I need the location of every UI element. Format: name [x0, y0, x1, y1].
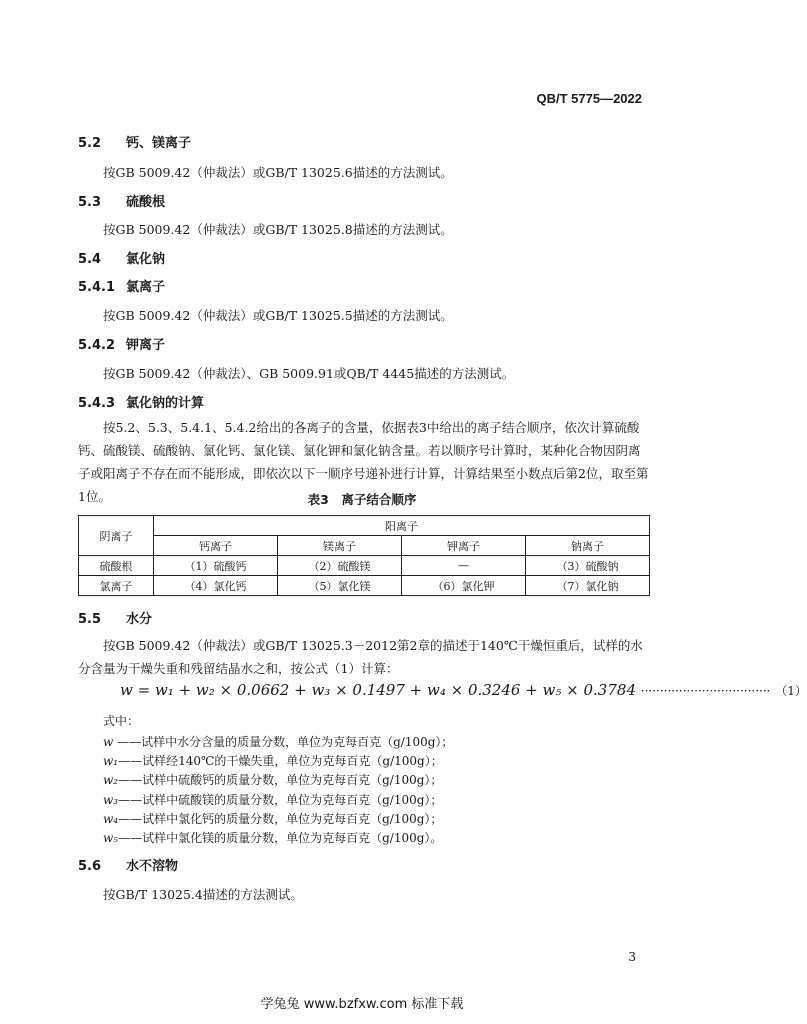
section-text-5-5: 按GB 5009.42（仲裁法）或GB/T 13025.3－2012第2章的描述于140℃干燥恒重后，试样的水分含量为干燥失重和残留结晶水之和，按公式（1）计算：: [78, 638, 643, 676]
cation-col-header: 镁离子: [278, 536, 402, 556]
section-text-5-4-3: 按5.2、5.3、5.4.1、5.4.2给出的各离子的含量，依据表3中给出的离子结合顺序，依次计算硫酸钙、硫酸镁、硫酸钠、氯化钙、氯化镁、氯化钾和氯化钠含量。若以顺序号计算时，某种化合物因阴离子或阳离子不存在而不能形成，即依次以下一顺序号递补进行计算，计算结果至小数点后第2位，取至第1位。: [78, 420, 649, 504]
section-heading-5-2: [78, 132, 191, 151]
table-row: [79, 576, 650, 596]
where-intro: 式中：: [103, 714, 140, 728]
section-text-5-2: 按GB 5009.42（仲裁法）或GB/T 13025.6描述的方法测试。: [103, 165, 453, 180]
section-number: 5.3: [78, 195, 102, 210]
where-variable: w₅: [103, 831, 119, 845]
where-item: [103, 829, 442, 846]
section-text-5-6: 按GB/T 13025.4描述的方法测试。: [103, 887, 303, 902]
section-number: 5.2: [78, 136, 102, 151]
section-text-5-3: 按GB 5009.42（仲裁法）或GB/T 13025.8描述的方法测试。: [103, 222, 453, 237]
cation-col-header: 钠离子: [526, 536, 650, 556]
section-number: 5.4.2: [78, 338, 116, 353]
where-description: ——试样中氯化镁的质量分数，单位为克每百克（g/100g）。: [118, 831, 443, 845]
table-cell: （1）硫酸钙: [154, 556, 278, 576]
table-cell: （3）硫酸钠: [526, 556, 650, 576]
section-heading-5-4-1: [78, 276, 165, 295]
table-cell: （7）氯化钠: [526, 576, 650, 596]
where-description: ——试样中氯化钙的质量分数，单位为克每百克（g/100g）；: [118, 812, 443, 826]
cation-col-header: 钾离子: [402, 536, 526, 556]
where-variable: w₄: [103, 812, 119, 826]
section-title: 水分: [126, 612, 153, 627]
where-variable: w: [103, 735, 114, 749]
where-description: ——试样经140℃的干燥失重，单位为克每百克（g/100g）；: [118, 754, 443, 768]
cation-header: 阳离子: [154, 516, 650, 536]
standard-number: QB/T 5775—2022: [536, 91, 642, 106]
section-heading-5-4-3: [78, 392, 204, 411]
table-cell: （4）氯化钙: [154, 576, 278, 596]
section-heading-5-6: [78, 855, 178, 874]
section-text-5-4-1: 按GB 5009.42（仲裁法）或GB/T 13025.5描述的方法测试。: [103, 308, 453, 323]
section-number: 5.6: [78, 859, 102, 874]
table-cell: （2）硫酸镁: [278, 556, 402, 576]
table-caption: 表3 离子结合顺序: [307, 492, 417, 507]
section-number: 5.4.3: [78, 396, 116, 411]
where-item: [103, 752, 443, 769]
section-heading-5-4: [78, 248, 165, 267]
table-subheader-row: [79, 536, 650, 556]
section-heading-5-4-2: [78, 334, 165, 353]
table-cell: （5）氯化镁: [278, 576, 402, 596]
section-number: 5.4: [78, 252, 102, 267]
where-description: ——试样中硫酸钙的质量分数，单位为克每百克（g/100g）；: [118, 773, 443, 787]
where-item: [103, 733, 453, 750]
section-text-5-4-2: 按GB 5009.42（仲裁法）、GB 5009.91或QB/T 4445描述的方法测试。: [103, 366, 515, 381]
section-title: 氯化钠的计算: [126, 396, 205, 411]
cation-col-header: 钙离子: [154, 536, 278, 556]
page-number: 3: [628, 950, 636, 964]
anion-cell: 氯离子: [79, 576, 154, 596]
where-variable: w₃: [103, 793, 119, 807]
where-item: [103, 771, 442, 788]
anion-cell: 硫酸根: [79, 556, 154, 576]
section-title: 水不溶物: [126, 859, 179, 874]
section-title: 钾离子: [126, 338, 166, 353]
moisture-formula: [120, 681, 807, 699]
section-title: 氯离子: [126, 280, 166, 295]
table-cell: —: [402, 556, 526, 576]
watermark-footer: 学兔兔 www.bzfxw.com 标准下载: [260, 997, 464, 1012]
where-description: ——试样中水分含量的质量分数，单位为克每百克（g/100g）；: [113, 735, 454, 749]
anion-header: 阴离子: [79, 516, 154, 556]
section-heading-5-3: [78, 191, 165, 210]
where-variable: w₁: [103, 754, 119, 768]
where-item: [103, 810, 442, 827]
section-heading-5-5: [78, 608, 152, 627]
formula-expression: w = w₁ + w₂ × 0.0662 + w₃ × 0.1497 + w₄ × 0.3246 + w₅ × 0.3784: [120, 681, 636, 699]
section-number: 5.4.1: [78, 280, 116, 295]
formula-number: （1）: [775, 684, 807, 698]
section-title: 氯化钠: [126, 252, 166, 267]
formula-leader-dots: ··································: [640, 684, 771, 698]
where-variable: w₂: [103, 773, 119, 787]
where-description: ——试样中硫酸镁的质量分数，单位为克每百克（g/100g）；: [118, 793, 443, 807]
where-item: [103, 791, 442, 808]
table-cell: （6）氯化钾: [402, 576, 526, 596]
section-number: 5.5: [78, 612, 102, 627]
table-row: [79, 556, 650, 576]
table-header-row: [79, 516, 650, 536]
ion-combination-table: [78, 515, 650, 596]
section-title: 硫酸根: [126, 195, 166, 210]
section-title: 钙、镁离子: [126, 136, 192, 151]
